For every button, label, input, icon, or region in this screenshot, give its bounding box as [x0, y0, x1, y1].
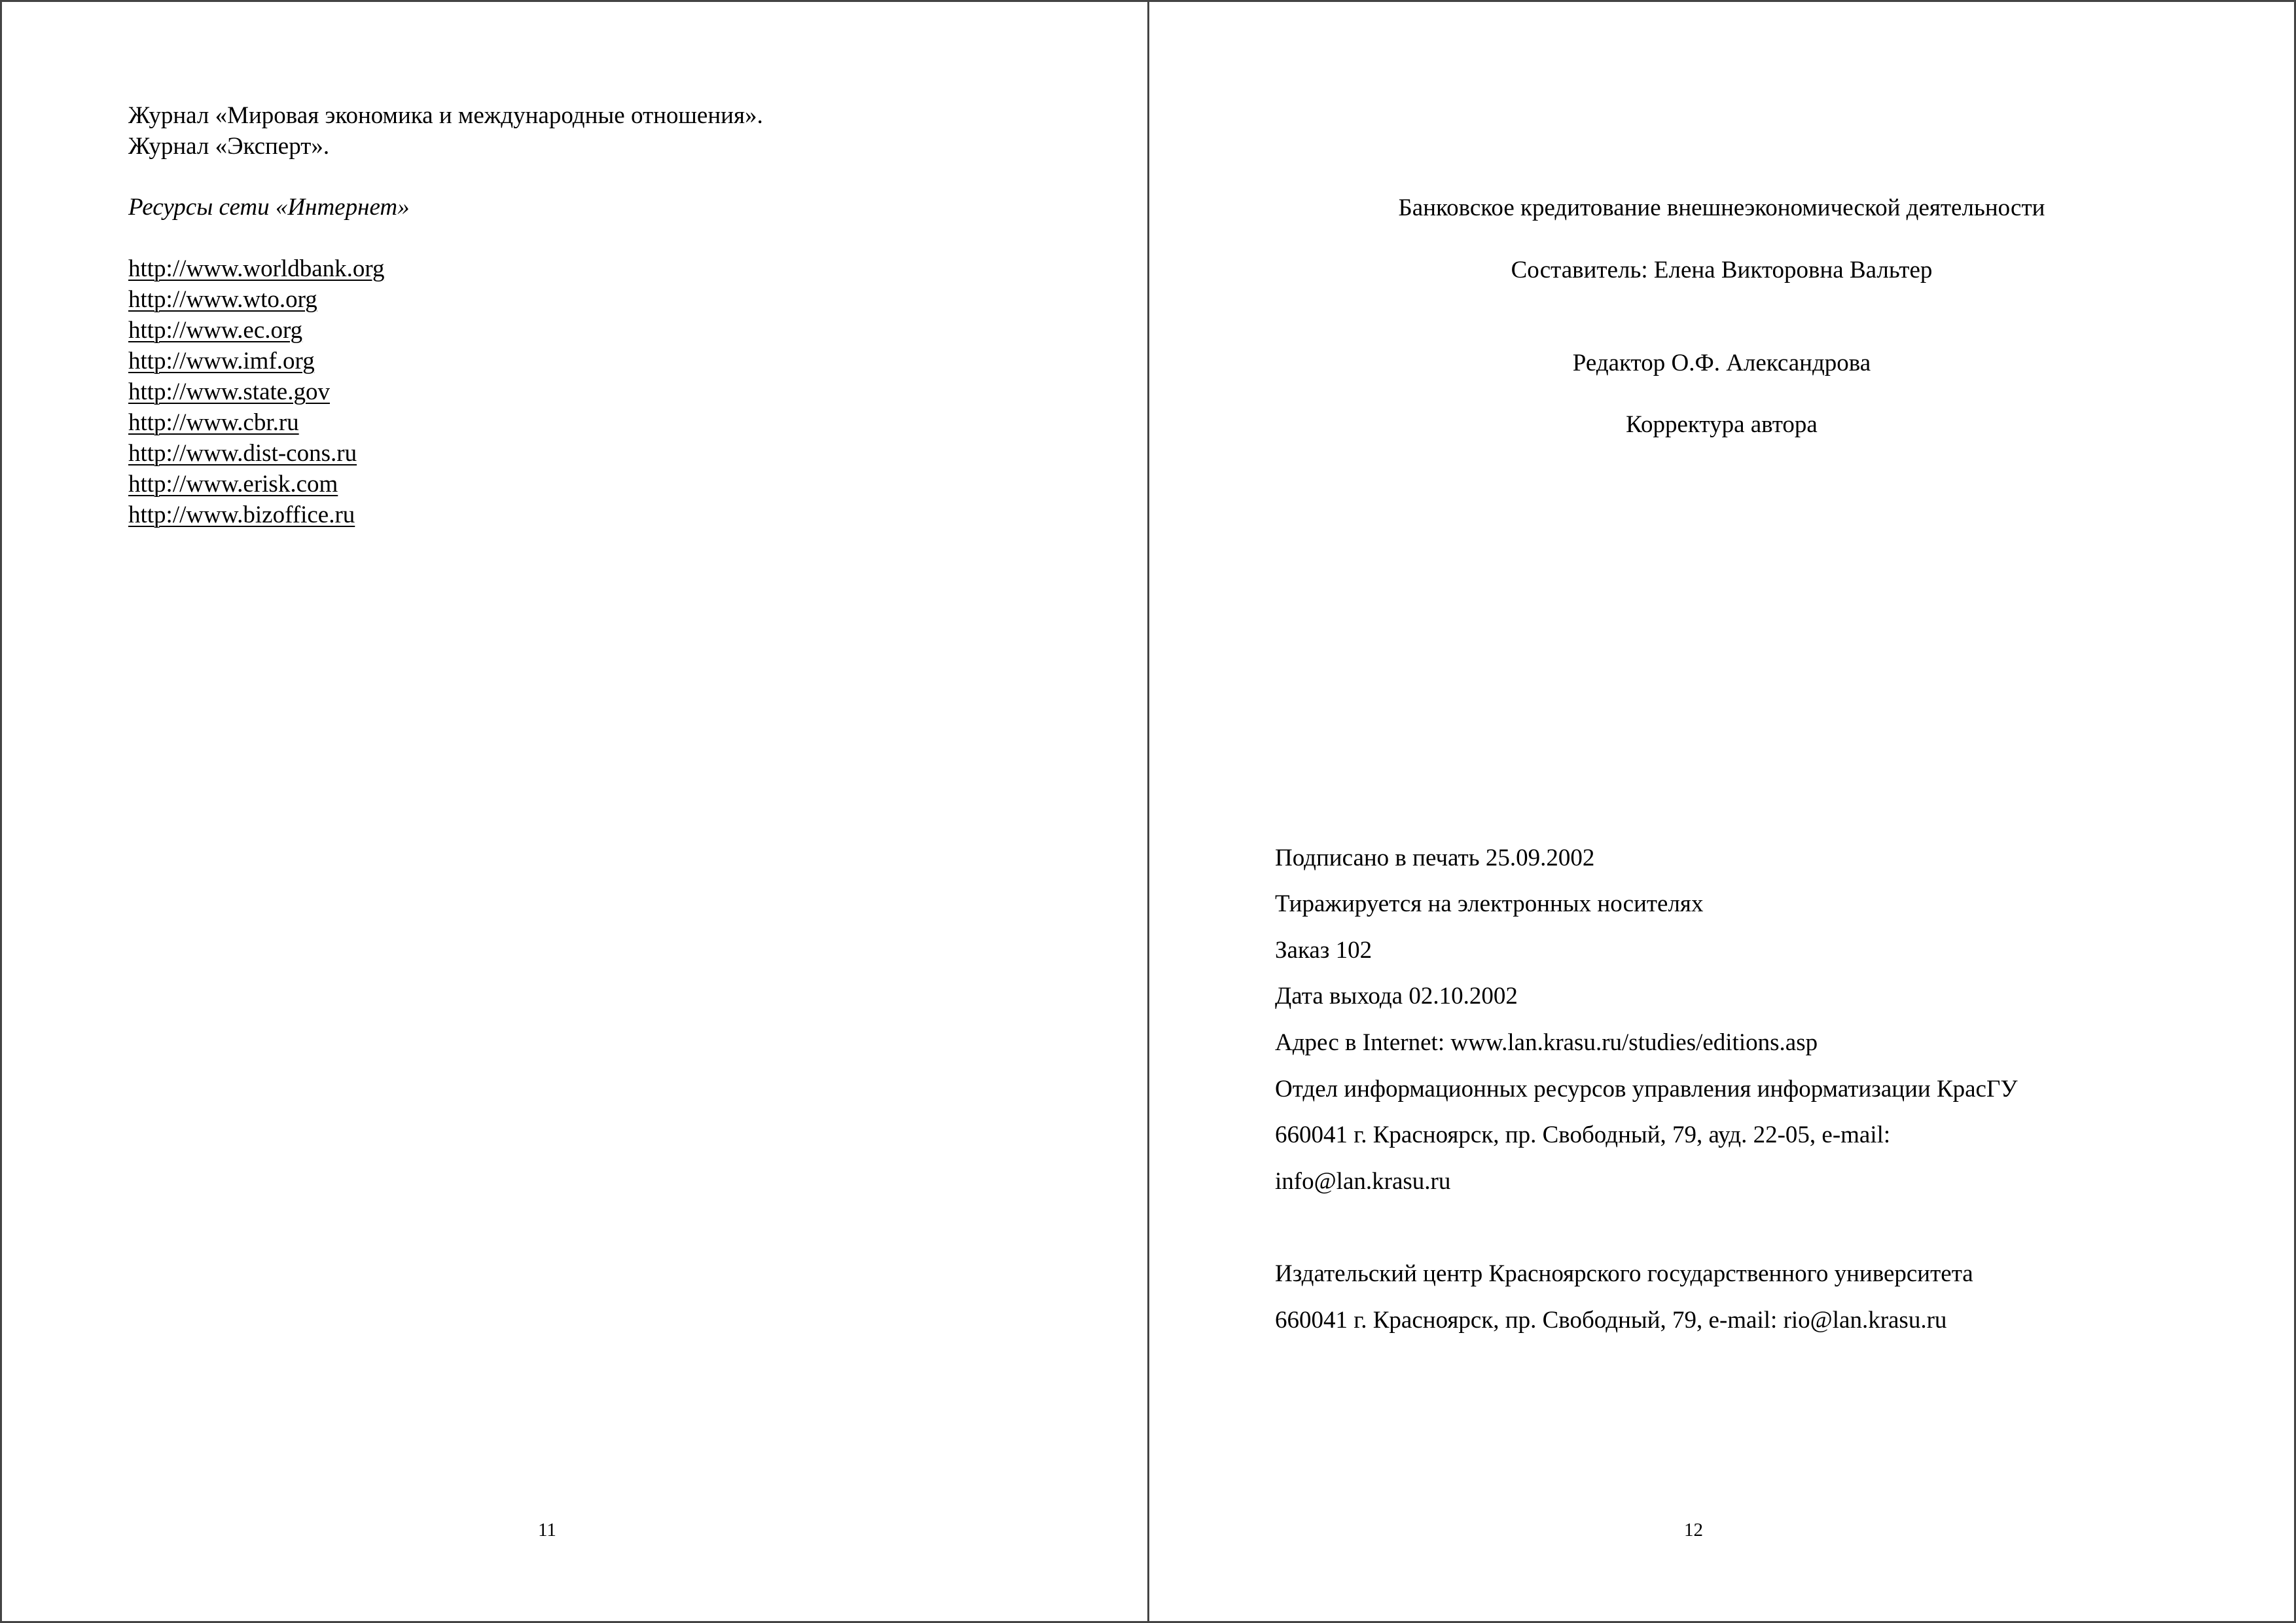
journal-line: Журнал «Мировая экономика и международные отношения».: [128, 102, 763, 129]
proofreading-line: Корректура автора: [1626, 411, 1818, 438]
resources-heading: Ресурсы сети «Интернет»: [128, 194, 410, 221]
imprint-line: 660041 г. Красноярск, пр. Свободный, 79, ауд. 22-05, e-mail:: [1275, 1122, 1891, 1148]
resource-link[interactable]: http://www.bizoffice.ru: [128, 501, 355, 528]
resource-link[interactable]: http://www.ec.org: [128, 317, 303, 344]
resource-link[interactable]: http://www.erisk.com: [128, 471, 338, 498]
imprint-line: Заказ 102: [1275, 937, 1372, 964]
publisher-line: Издательский центр Красноярского государственного университета: [1275, 1260, 1973, 1287]
page-number: 12: [1684, 1520, 1703, 1541]
resource-link[interactable]: http://www.dist-cons.ru: [128, 440, 357, 467]
journal-line: Журнал «Эксперт».: [128, 133, 330, 160]
imprint-line: Тиражируется на электронных носителях: [1275, 890, 1704, 917]
editor-line: Редактор О.Ф. Александрова: [1572, 350, 1871, 376]
right-page: [1147, 0, 2296, 1623]
publisher-line: 660041 г. Красноярск, пр. Свободный, 79, e-mail: rio@lan.krasu.ru: [1275, 1307, 1947, 1334]
imprint-line: Отдел информационных ресурсов управления информатизации КрасГУ: [1275, 1076, 2018, 1103]
imprint-line: Адрес в Internet: www.lan.krasu.ru/studies/editions.asp: [1275, 1029, 1818, 1056]
imprint-line: info@lan.krasu.ru: [1275, 1168, 1451, 1195]
imprint-line: Подписано в печать 25.09.2002: [1275, 845, 1595, 871]
resource-link[interactable]: http://www.cbr.ru: [128, 409, 299, 436]
resource-link[interactable]: http://www.wto.org: [128, 286, 317, 313]
imprint-line: Дата выхода 02.10.2002: [1275, 983, 1518, 1010]
resource-link[interactable]: http://www.imf.org: [128, 348, 315, 374]
resource-link[interactable]: http://www.worldbank.org: [128, 255, 385, 282]
page-number: 11: [538, 1520, 556, 1541]
compiler-line: Составитель: Елена Викторовна Вальтер: [1511, 257, 1933, 283]
resource-link[interactable]: http://www.state.gov: [128, 378, 330, 405]
book-title: Банковское кредитование внешнеэкономической деятельности: [1398, 194, 2045, 221]
